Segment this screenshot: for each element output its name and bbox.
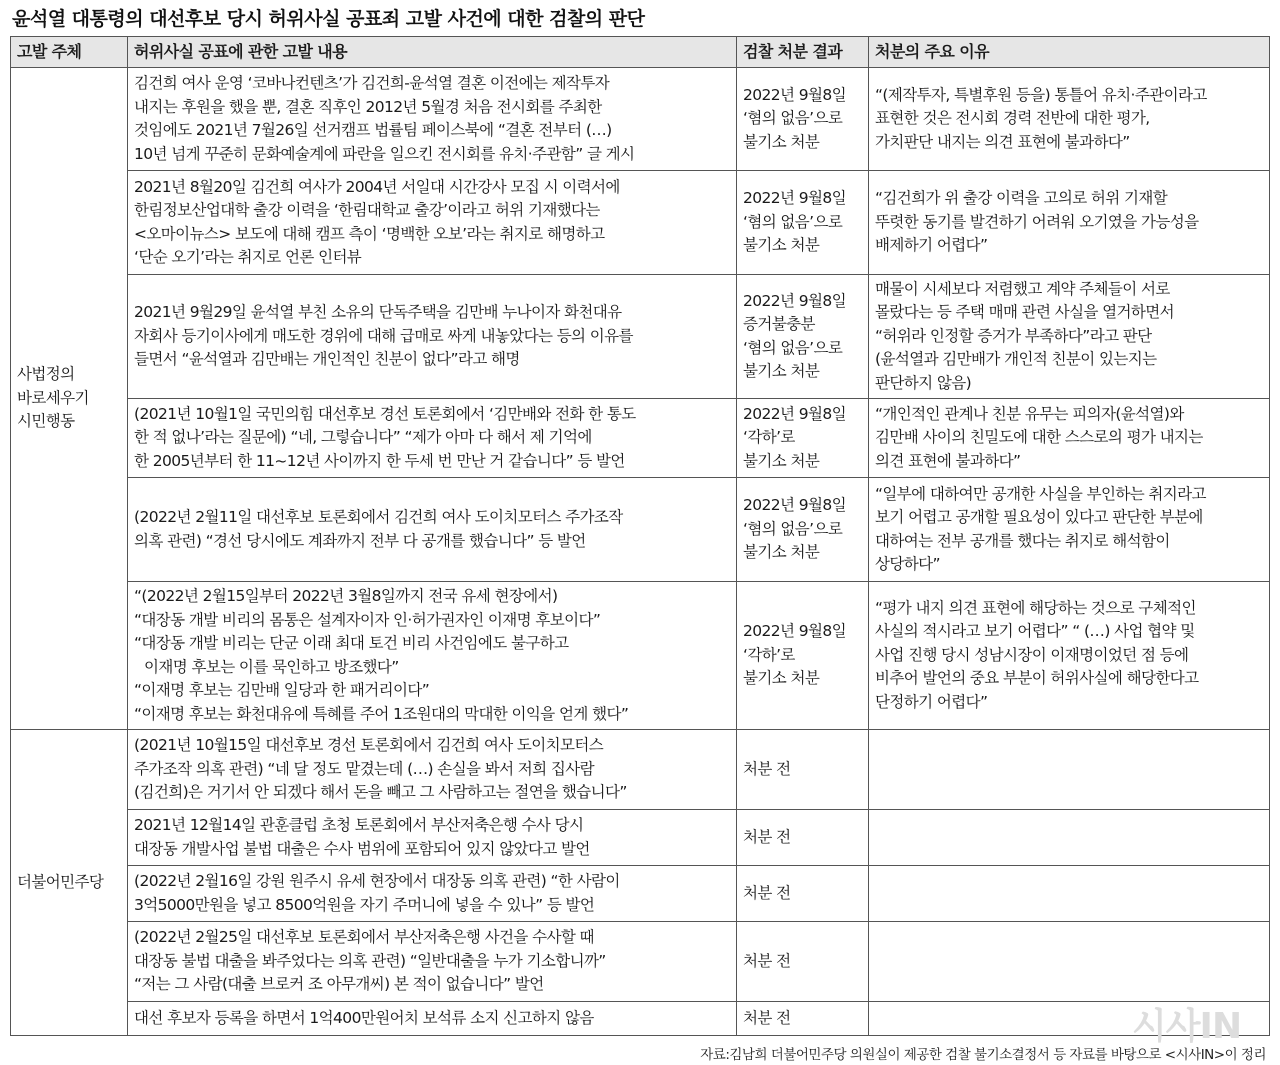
- table-row: [11, 866, 1270, 922]
- cell-reason: [869, 730, 1270, 810]
- text-line: “김건희가 위 출강 이력을 고의로 허위 기재할: [875, 189, 1168, 208]
- cell-subject: [11, 68, 128, 730]
- text-line: “대장동 개발 비리의 몸통은 설계자이자 인·허가권자인 이재명 후보이다”: [134, 610, 601, 629]
- text-line: (2022년 2월11일 대선후보 토론회에서 김건희 여사 도이치모터스 주가조작: [134, 508, 623, 526]
- text-line: 2022년 9월8일: [743, 291, 847, 310]
- text-line: 2022년 9월8일: [743, 496, 847, 515]
- cell-result: [737, 399, 869, 478]
- cell-result: [737, 171, 869, 275]
- text-line: 바로세우기: [17, 388, 89, 407]
- cell-reason: [869, 866, 1270, 922]
- cell-reason: [869, 399, 1270, 478]
- text-line: 불기소 처분: [743, 451, 820, 470]
- text-line: 의견 표현에 불과하다”: [875, 451, 1021, 470]
- text-line: (2022년 2월16일 강원 원주시 유세 현장에서 대장동 의혹 관련) “한 사람이: [134, 872, 620, 890]
- text-line: “저는 그 사람(대출 브로커 조 아무개씨) 본 적이 없습니다” 발언: [134, 975, 544, 994]
- text-line: 단정하기 어렵다”: [875, 692, 988, 711]
- text-line: 2021년 9월29일 윤석열 부친 소유의 단독주택을 김만배 누나이자 화천대유: [134, 303, 622, 322]
- cell-subject: [11, 730, 128, 1036]
- text-line: 자회사 등기이사에게 매도한 경위에 대해 급매로 싸게 내놓았다는 등의 이유를: [134, 326, 633, 345]
- cell-result: [737, 922, 869, 1002]
- text-line: 처분 전: [743, 759, 791, 778]
- table-row: [11, 275, 1270, 399]
- header-content: 허위사실 공표에 관한 고발 내용: [128, 37, 737, 68]
- text-line: 불기소 처분: [743, 236, 820, 255]
- cell-reason: [869, 68, 1270, 171]
- table-row: [11, 68, 1270, 171]
- header-result: 검찰 처분 결과: [737, 37, 869, 68]
- text-line: 한 적 없나’라는 질문에) “네, 그렇습니다” “제가 아마 다 해서 제 기억에: [134, 428, 592, 447]
- text-line: “이재명 후보는 김만배 일당과 한 패거리이다”: [134, 681, 430, 699]
- text-line: “(제작투자, 특별후원 등을) 통틀어 유치·주관이라고: [875, 85, 1207, 104]
- text-line: 불기소 처분: [743, 543, 820, 562]
- cell-content: [128, 582, 737, 730]
- text-line: 사법정의: [17, 365, 75, 384]
- text-line: 10년 넘게 꾸준히 문화예술계에 파란을 일으킨 전시회를 유치·주관함” 글 게시: [134, 144, 635, 163]
- cell-result: [737, 582, 869, 730]
- cell-reason: [869, 582, 1270, 730]
- text-line: “평가 내지 의견 표현에 해당하는 것으로 구체적인: [875, 598, 1196, 617]
- text-line: ‘혐의 없음’으로: [743, 109, 843, 128]
- text-line: 비추어 발언의 중요 부분이 허위사실에 해당한다고: [875, 669, 1199, 688]
- text-line: 대하여는 전부 공개를 했다는 취지로 해석함이: [875, 531, 1170, 550]
- text-line: “대장동 개발 비리는 단군 이래 최대 토건 비리 사건임에도 불구하고: [134, 634, 569, 652]
- text-line: 이재명 후보는 이를 묵인하고 방조했다”: [144, 657, 399, 676]
- cell-reason: [869, 478, 1270, 582]
- cell-result: [737, 1002, 869, 1036]
- table-row: [11, 1002, 1270, 1036]
- text-line: 2021년 12월14일 관훈클럽 초청 토론회에서 부산저축은행 수사 당시: [134, 816, 584, 834]
- text-line: 내지는 후원을 했을 뿐, 결혼 직후인 2012년 5월경 처음 전시회를 주최한: [134, 97, 602, 116]
- text-line: 2022년 9월8일: [743, 189, 847, 208]
- text-line: 불기소 처분: [743, 132, 820, 151]
- watermark-logo: 시사IN: [1132, 1006, 1242, 1047]
- text-line: 뚜렷한 동기를 발견하기 어려워 오기였을 가능성을: [875, 212, 1199, 231]
- text-line: <오마이뉴스> 보도에 대해 캠프 측이 ‘명백한 오보’라는 취지로 해명하고: [134, 224, 605, 243]
- text-line: 불기소 처분: [743, 362, 820, 380]
- cell-reason: [869, 922, 1270, 1002]
- text-line: 처분 전: [743, 883, 791, 902]
- table-row: [11, 171, 1270, 275]
- disposition-table: [10, 36, 1270, 1036]
- text-line: “허위라 인정할 증거가 부족하다”라고 판단: [875, 326, 1152, 345]
- text-line: 2021년 8월20일 김건희 여사가 2004년 서일대 시간강사 모집 시 이력서에: [134, 177, 620, 196]
- text-line: ‘각하’로: [743, 645, 795, 664]
- text-line: 보기 어렵고 공개할 필요성이 있다고 판단한 부분에: [875, 508, 1203, 526]
- cell-reason: [869, 810, 1270, 866]
- text-line: 사업 진행 당시 성남시장이 이재명이었던 점 등에: [875, 645, 1189, 664]
- text-line: 2022년 9월8일: [743, 85, 847, 104]
- text-line: 증거불충분: [743, 315, 815, 333]
- header-reason: 처분의 주요 이유: [869, 37, 1270, 68]
- text-line: 것임에도 2021년 7월26일 선거캠프 법률팀 페이스북에 “결혼 전부터 (…): [134, 121, 612, 139]
- header-subject: 고발 주체: [11, 37, 128, 68]
- table-row: [11, 582, 1270, 730]
- text-line: 대장동 개발사업 불법 대출은 수사 범위에 포함되어 있지 않았다고 발언: [134, 839, 590, 858]
- text-line: 대선 후보자 등록을 하면서 1억400만원어치 보석류 소지 신고하지 않음: [134, 1008, 594, 1027]
- table-row: [11, 730, 1270, 810]
- text-line: 주가조작 의혹 관련) “네 달 정도 맡겼는데 (…) 손실을 봐서 저희 집사람: [134, 759, 594, 778]
- text-line: (김건희)은 거기서 안 되겠다 해서 돈을 빼고 그 사람하고는 절연을 했습니다”: [134, 783, 627, 802]
- text-line: 배제하기 어렵다”: [875, 236, 988, 255]
- cell-content: [128, 922, 737, 1002]
- text-line: 대장동 불법 대출을 봐주었다는 의혹 관련) “일반대출을 누가 기소합니까”: [134, 951, 606, 970]
- text-line: ‘단순 오기’라는 취지로 언론 인터뷰: [134, 248, 362, 266]
- cell-result: [737, 68, 869, 171]
- text-line: 매물이 시세보다 저렴했고 계약 주체들이 서로: [875, 279, 1170, 298]
- text-line: 처분 전: [743, 1008, 791, 1027]
- text-line: 의혹 관련) “경선 당시에도 계좌까지 전부 다 공개를 했습니다” 등 발언: [134, 531, 586, 550]
- table-row: [11, 478, 1270, 582]
- text-line: ‘각하’로: [743, 428, 795, 447]
- text-line: 표현한 것은 전시회 경력 전반에 대한 평가,: [875, 109, 1150, 128]
- source-note: 자료:김남희 더불어민주당 의원실이 제공한 검찰 불기소결정서 등 자료를 바탕으로 <시사IN>이 정리: [700, 1047, 1266, 1063]
- cell-result: [737, 810, 869, 866]
- text-line: ‘혐의 없음’으로: [743, 212, 843, 231]
- text-line: 한림정보산업대학 출강 이력을 ‘한림대학교 출강’이라고 허위 기재했다는: [134, 201, 600, 219]
- cell-content: [128, 478, 737, 582]
- cell-content: [128, 730, 737, 810]
- cell-result: [737, 730, 869, 810]
- text-line: (윤석열과 김만배가 개인적 친분이 있는지는: [875, 350, 1157, 369]
- table-row: [11, 922, 1270, 1002]
- text-line: “(2022년 2월15일부터 2022년 3월8일까지 전국 유세 현장에서): [134, 587, 558, 605]
- page-title: 윤석열 대통령의 대선후보 당시 허위사실 공표죄 고발 사건에 대한 검찰의 판단: [12, 8, 645, 30]
- text-line: “일부에 대하여만 공개한 사실을 부인하는 취지라고: [875, 484, 1206, 503]
- cell-result: [737, 866, 869, 922]
- text-line: 몰랐다는 등 주택 매매 관련 사실을 열거하면서: [875, 303, 1175, 322]
- text-line: 처분 전: [743, 827, 791, 846]
- text-line: (2022년 2월25일 대선후보 토론회에서 부산저축은행 사건을 수사할 때: [134, 928, 594, 947]
- text-line: 상당하다”: [875, 555, 940, 573]
- cell-content: [128, 275, 737, 399]
- table-row: [11, 399, 1270, 478]
- cell-reason: [869, 171, 1270, 275]
- text-line: 김만배 사이의 친밀도에 대한 스스로의 평가 내지는: [875, 428, 1203, 447]
- text-line: (2021년 10월1일 국민의힘 대선후보 경선 토론회에서 ‘김만배와 전화 한 통도: [134, 404, 636, 423]
- text-line: 시민행동: [17, 412, 75, 431]
- text-line: 들면서 “윤석열과 김만배는 개인적인 친분이 없다”라고 해명: [134, 350, 520, 369]
- text-line: 김건희 여사 운영 ‘코바나컨텐츠’가 김건희-윤석열 결혼 이전에는 제작투자: [134, 74, 610, 92]
- text-line: 2022년 9월8일: [743, 404, 847, 423]
- cell-result: [737, 275, 869, 399]
- table-body: [11, 68, 1270, 1036]
- cell-reason: [869, 275, 1270, 399]
- text-line: 가치판단 내지는 의견 표현에 불과하다”: [875, 132, 1130, 151]
- table-header-row: [11, 37, 1270, 68]
- text-line: 2022년 9월8일: [743, 622, 847, 641]
- cell-content: [128, 810, 737, 866]
- table-row: [11, 810, 1270, 866]
- text-line: 사실의 적시라고 보기 어렵다” “ (…) 사업 협약 및: [875, 622, 1195, 641]
- text-line: ‘혐의 없음’으로: [743, 338, 843, 357]
- text-line: “이재명 후보는 화천대유에 특혜를 주어 1조원대의 막대한 이익을 얻게 했다”: [134, 704, 629, 723]
- text-line: (2021년 10월15일 대선후보 경선 토론회에서 김건희 여사 도이치모터스: [134, 736, 604, 755]
- cell-content: [128, 866, 737, 922]
- cell-content: [128, 399, 737, 478]
- text-line: 한 2005년부터 한 11~12년 사이까지 한 두세 번 만난 거 같습니다” 등 발언: [134, 451, 625, 470]
- cell-content: [128, 171, 737, 275]
- text-line: 판단하지 않음): [875, 373, 972, 392]
- text-line: 더불어민주당: [17, 872, 104, 891]
- cell-result: [737, 478, 869, 582]
- cell-content: [128, 68, 737, 171]
- text-line: “개인적인 관계나 친분 유무는 피의자(윤석열)와: [875, 404, 1184, 423]
- cell-content: [128, 1002, 737, 1036]
- text-line: 3억5000만원을 넣고 8500억원을 자기 주머니에 넣을 수 있나” 등 발언: [134, 895, 595, 914]
- text-line: 처분 전: [743, 951, 791, 970]
- text-line: ‘혐의 없음’으로: [743, 519, 843, 538]
- text-line: 불기소 처분: [743, 669, 820, 688]
